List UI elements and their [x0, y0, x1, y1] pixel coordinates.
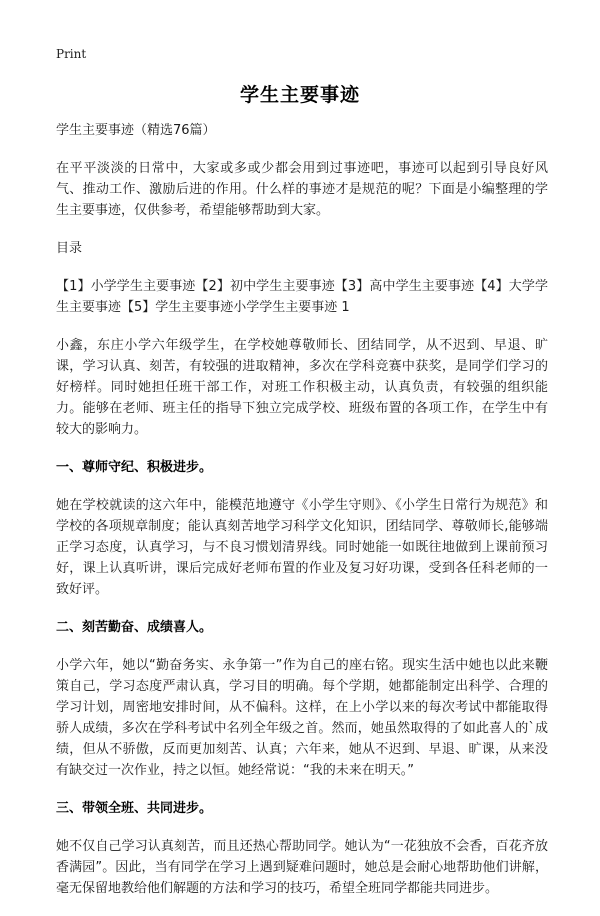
body-paragraph: 小鑫，东庄小学六年级学生，在学校她尊敬师长、团结同学，从不迟到、早退、旷课，学习认真、刻苦，有较强的进取精神，多次在学科竞赛中获奖，是同学们学习的好榜样。同时她担任班干部工作，对班工作积极主动，认真负责，有较强的组织能力。能够在老师、班主任的指导下独立完成学校、班级布置的各项工作，在学生中有较大的影响力。: [56, 338, 548, 437]
section-heading: 二、刻苦勤奋、成绩喜人。: [56, 620, 213, 635]
document-subtitle: 学生主要事迹（精选76篇）: [56, 123, 216, 138]
print-label: Print: [56, 47, 87, 61]
document-title: 学生主要事迹: [239, 84, 360, 106]
intro-paragraph: 在平平淡淡的日常中，大家或多或少都会用到过事迹吧，事迹可以起到引导良好风气、推动工作、激励后进的作用。什么样的事迹才是规范的呢？下面是小编整理的学生主要事迹，仅供参考，希望能够帮助到大家。: [56, 161, 548, 218]
section-heading: 三、带领全班、共同进步。: [56, 801, 213, 816]
toc-list: 【1】小学学生主要事迹【2】初中学生主要事迹【3】高中学生主要事迹【4】大学学生主要事迹【5】学生主要事迹小学学生主要事迹 1: [56, 279, 548, 315]
body-paragraph: 她在学校就读的这六年中，能模范地遵守《小学生守则》、《小学生日常行为规范》和学校的各项规章制度；能认真刻苦地学习科学文化知识，团结同学、尊敬师长,能够端正学习态度，认真学习，与不良习惯划清界线。同时她能一如既往地做到上课前预习好，课上认真听讲，课后完成好老师布置的作业及复习好功课，受到各任科老师的一致好评。: [56, 498, 548, 597]
body-paragraph: 她不仅自己学习认真刻苦，而且还热心帮助同学。她认为“一花独放不会香，百花齐放香满园”。因此，当有同学在学习上遇到疑难问题时，她总是会耐心地帮助他们讲解，毫无保留地教给他们解题的方法和学习的技巧，希望全班同学都能共同进步。: [56, 839, 548, 896]
section-heading: 一、尊师守纪、积极进步。: [56, 460, 213, 475]
toc-label: 目录: [56, 241, 83, 256]
document-body: [56, 120, 548, 916]
body-paragraph: 小学六年，她以“勤奋务实、永争第一”作为自己的座右铭。现实生活中她也以此来鞭策自己，学习态度严肃认真，学习目的明确。每个学期，她都能制定出科学、合理的学习计划，周密地安排时间，从不偏科。这样，在上小学以来的每次考试中都能取得骄人成绩，多次在学科考试中名列全年级之首。然而，她虽然取得的了如此喜人的`成绩，但从不骄傲，反而更加刻苦、认真；六年来，她从不迟到、早退、旷课，从来没有缺交过一次作业，持之以恒。她经常说：“我的未来在明天。”: [56, 658, 548, 778]
